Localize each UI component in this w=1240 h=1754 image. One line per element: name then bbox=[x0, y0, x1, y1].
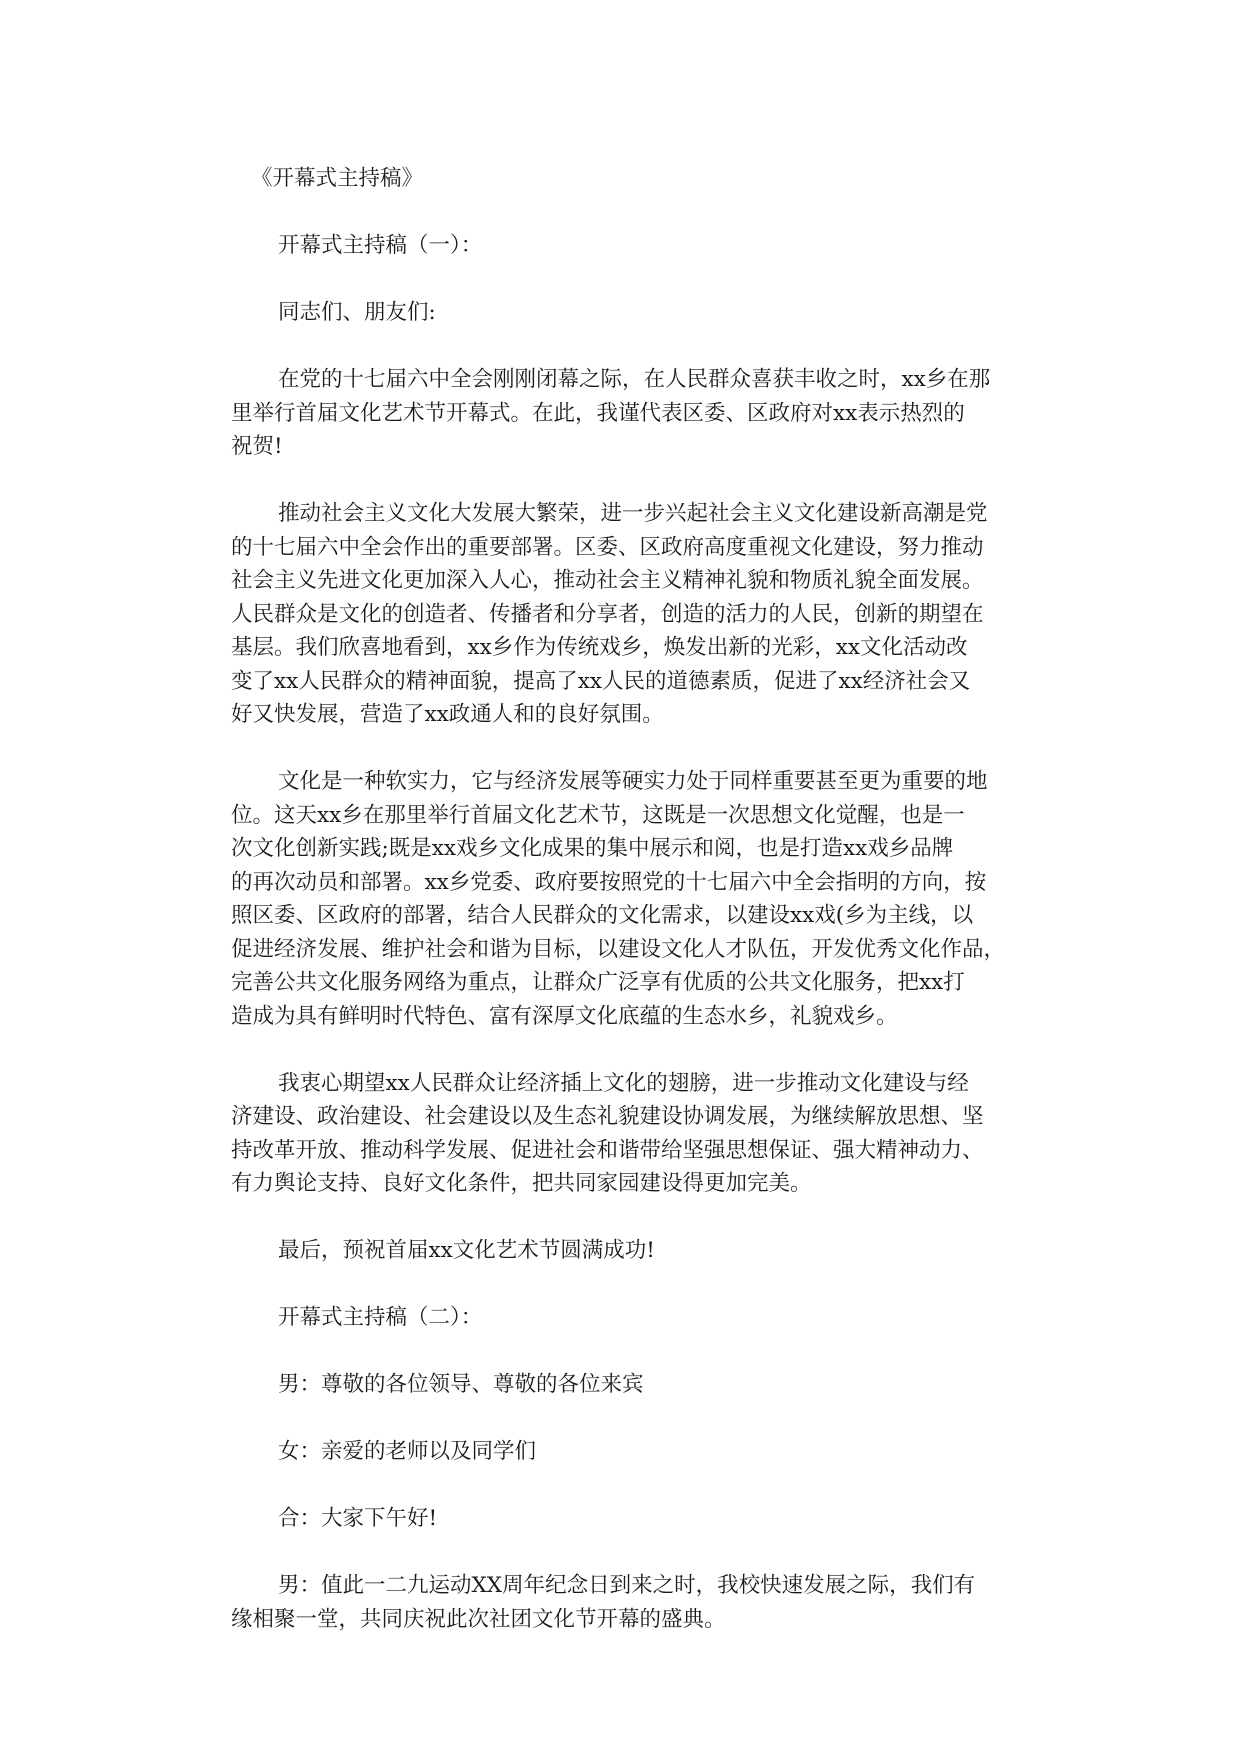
paragraph-line: 推动社会主义文化大发展大繁荣，进一步兴起社会主义文化建设新高潮是党 bbox=[278, 501, 988, 526]
paragraph-line: 社会主义先进文化更加深入人心，推动社会主义精神礼貌和物质礼貌全面发展。 bbox=[231, 568, 984, 593]
dialogue-together-1: 合：大家下午好! bbox=[278, 1506, 438, 1531]
paragraph-line: 济建设、政治建设、社会建设以及生态礼貌建设协调发展，为继续解放思想、坚 bbox=[231, 1104, 984, 1129]
paragraph-line: 我衷心期望xx人民群众让经济插上文化的翅膀，进一步推动文化建设与经 bbox=[278, 1070, 969, 1096]
paragraph-4 bbox=[231, 1067, 1011, 1201]
paragraph-line: 男：值此一二九运动XX周年纪念日到来之时，我校快速发展之际，我们有 bbox=[278, 1573, 976, 1598]
salutation: 同志们、朋友们: bbox=[278, 300, 436, 325]
paragraph-line: 位。这天xx乡在那里举行首届文化艺术节，这既是一次思想文化觉醒，也是一 bbox=[231, 802, 965, 828]
paragraph-1 bbox=[231, 363, 1011, 464]
document-body bbox=[231, 162, 1011, 1636]
paragraph-line: 文化是一种软实力，它与经济发展等硬实力处于同样重要甚至更为重要的地 bbox=[278, 769, 988, 794]
paragraph-line: 祝贺! bbox=[231, 434, 283, 459]
paragraph-line: 缘相聚一堂，共同庆祝此次社团文化节开幕的盛典。 bbox=[231, 1606, 726, 1632]
paragraph-line: 变了xx人民群众的精神面貌，提高了xx人民的道德素质，促进了xx经济社会又 bbox=[231, 668, 971, 694]
section-heading-1: 开幕式主持稿（一）： bbox=[278, 233, 483, 258]
section-heading-2: 开幕式主持稿（二）： bbox=[278, 1305, 483, 1330]
paragraph-line: 人民群众是文化的创造者、传播者和分享者，创造的活力的人民，创新的期望在 bbox=[231, 601, 984, 627]
paragraph-line: 完善公共文化服务网络为重点，让群众广泛享有优质的公共文化服务，把xx打 bbox=[231, 970, 965, 995]
paragraph-3 bbox=[231, 765, 1011, 1033]
paragraph-line: 促进经济发展、维护社会和谐为目标，以建设文化人才队伍，开发优秀文化作品， bbox=[231, 936, 1006, 962]
paragraph-line: 持改革开放、推动科学发展、促进社会和谐带给坚强思想保证、强大精神动力、 bbox=[231, 1137, 984, 1163]
paragraph-line: 次文化创新实践;既是xx戏乡文化成果的集中展示和阅，也是打造xx戏乡品牌 bbox=[231, 836, 954, 861]
paragraph-line: 照区委、区政府的部署，结合人民群众的文化需求，以建设xx戏(乡为主线，以 bbox=[231, 903, 974, 928]
document-title: 《开幕式主持稿》 bbox=[251, 166, 424, 191]
closing-wish: 最后，预祝首届xx文化艺术节圆满成功! bbox=[278, 1238, 655, 1263]
paragraph-line: 有力舆论支持、良好文化条件，把共同家园建设得更加完美。 bbox=[231, 1171, 812, 1196]
paragraph-line: 的十七届六中全会作出的重要部署。区委、区政府高度重视文化建设，努力推动 bbox=[231, 534, 984, 560]
paragraph-2 bbox=[231, 497, 1011, 732]
paragraph-line: 里举行首届文化艺术节开幕式。在此，我谨代表区委、区政府对xx表示热烈的 bbox=[231, 400, 965, 426]
dialogue-male-2 bbox=[231, 1569, 1011, 1636]
dialogue-male-1: 男：尊敬的各位领导、尊敬的各位来宾 bbox=[278, 1372, 644, 1397]
dialogue-female-1: 女：亲爱的老师以及同学们 bbox=[278, 1439, 537, 1464]
paragraph-line: 好又快发展，营造了xx政通人和的良好氛围。 bbox=[231, 702, 664, 727]
paragraph-line: 在党的十七届六中全会刚刚闭幕之际，在人民群众喜获丰收之时，xx乡在那 bbox=[278, 367, 991, 392]
paragraph-line: 造成为具有鲜明时代特色、富有深厚文化底蕴的生态水乡，礼貌戏乡。 bbox=[231, 1003, 898, 1029]
paragraph-line: 基层。我们欣喜地看到，xx乡作为传统戏乡，焕发出新的光彩，xx文化活动改 bbox=[231, 635, 968, 660]
paragraph-line: 的再次动员和部署。xx乡党委、政府要按照党的十七届六中全会指明的方向，按 bbox=[231, 869, 987, 895]
